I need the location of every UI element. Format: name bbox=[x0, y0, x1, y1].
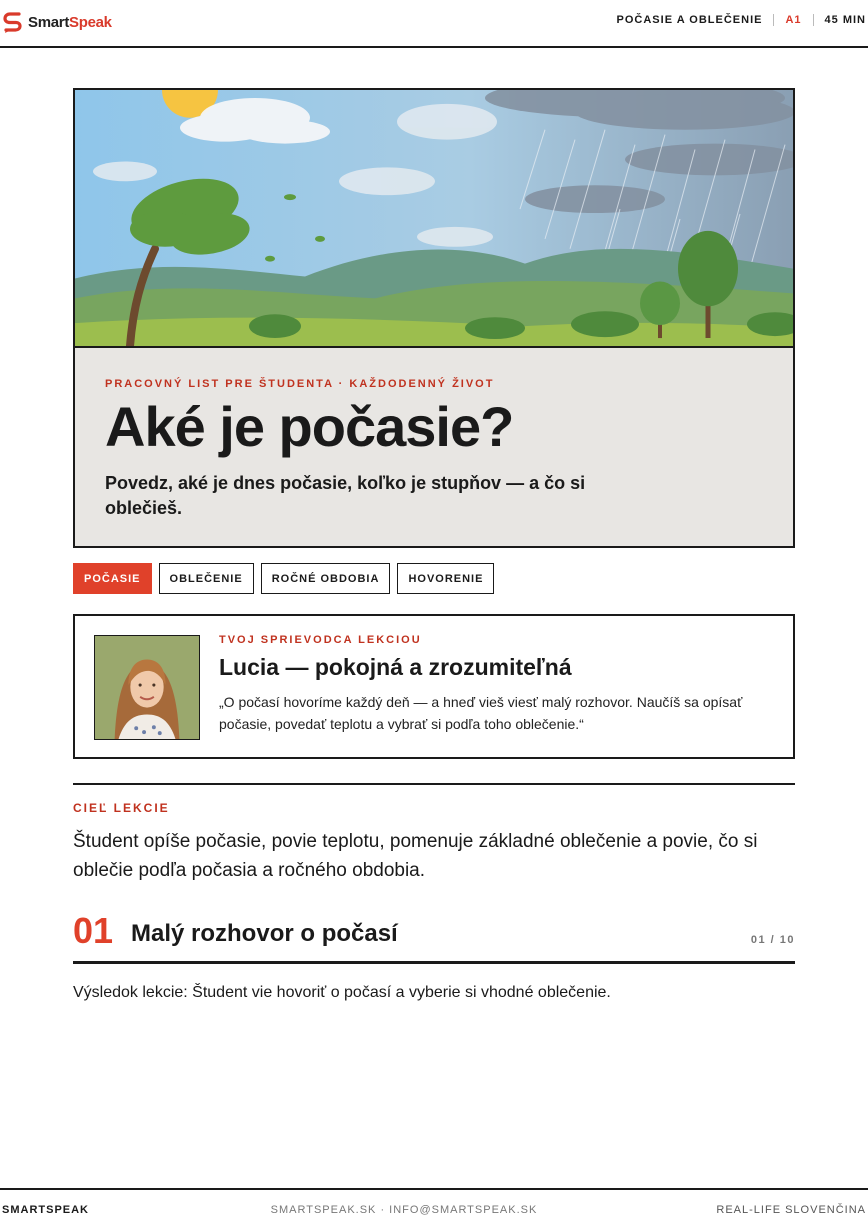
page-title: Aké je počasie? bbox=[105, 395, 514, 458]
hero-text bbox=[105, 378, 785, 521]
lesson-duration: 45 MIN bbox=[824, 14, 866, 26]
lesson-outcome: Výsledok lekcie: Študent vie hovoriť o počasí a vyberie si vhodné oblečenie. bbox=[73, 984, 611, 1001]
worksheet-eyebrow: PRACOVNÝ LIST PRE ŠTUDENTA · KAŽDODENNÝ ŽIVOT bbox=[105, 378, 495, 390]
footer-contact[interactable]: SMARTSPEAK.SK · INFO@SMARTSPEAK.SK bbox=[270, 1204, 538, 1216]
lesson-level: A1 bbox=[785, 14, 802, 26]
guide-card bbox=[73, 614, 795, 759]
goal-label: CIEĽ LEKCIE bbox=[73, 801, 170, 815]
footer-brand: SMARTSPEAK bbox=[2, 1204, 90, 1216]
hero-card bbox=[73, 88, 795, 548]
meta-divider bbox=[773, 14, 774, 26]
section-number: 01 bbox=[73, 910, 114, 951]
page-counter: 01 / 10 bbox=[750, 934, 795, 946]
brand-logo[interactable] bbox=[2, 10, 112, 34]
guide-name: Lucia — pokojná a zrozumiteľná bbox=[219, 654, 572, 680]
goal-text: Študent opíše počasie, povie teplotu, pomenuje základné oblečenie a povie, čo si oblečie podľa počasia a ročného obdobia. bbox=[73, 831, 758, 882]
page-footer bbox=[0, 1188, 868, 1228]
lesson-topic: POČASIE A OBLEČENIE bbox=[616, 14, 763, 26]
section-title: Malý rozhovor o počasí bbox=[131, 920, 398, 947]
footer-tagline: REAL-LIFE SLOVENČINA bbox=[716, 1204, 866, 1216]
tag-seasons[interactable]: ROČNÉ OBDOBIA bbox=[261, 563, 391, 594]
lesson-meta bbox=[617, 14, 866, 26]
page-subtitle: Povedz, aké je dnes počasie, koľko je stupňov — a čo si oblečieš. bbox=[105, 472, 586, 518]
meta-divider bbox=[813, 14, 814, 26]
guide-eyebrow: TVOJ SPRIEVODCA LEKCIOU bbox=[219, 634, 422, 646]
brand-name-accent: Speak bbox=[69, 13, 112, 31]
weather-landscape-illustration bbox=[75, 90, 793, 348]
brand-name bbox=[28, 14, 112, 31]
topic-tags bbox=[73, 563, 494, 594]
brand-name-main: Smart bbox=[28, 13, 70, 31]
guide-body bbox=[219, 634, 779, 736]
avatar bbox=[94, 635, 200, 740]
smartspeak-logo-icon bbox=[2, 10, 24, 34]
tag-weather[interactable]: POČASIE bbox=[73, 563, 152, 594]
tag-speaking[interactable]: HOVORENIE bbox=[397, 563, 494, 594]
section-heading bbox=[73, 910, 795, 964]
tag-clothing[interactable]: OBLEČENIE bbox=[159, 563, 254, 594]
guide-quote: „O počasí hovoríme každý deň — a hneď vieš viesť malý rozhovor. Naučíš sa opísať počasie, povedať teplotu a vybrať si podľa toho oblečenie.“ bbox=[219, 694, 743, 733]
lesson-goal bbox=[73, 783, 795, 886]
top-header bbox=[0, 0, 868, 48]
